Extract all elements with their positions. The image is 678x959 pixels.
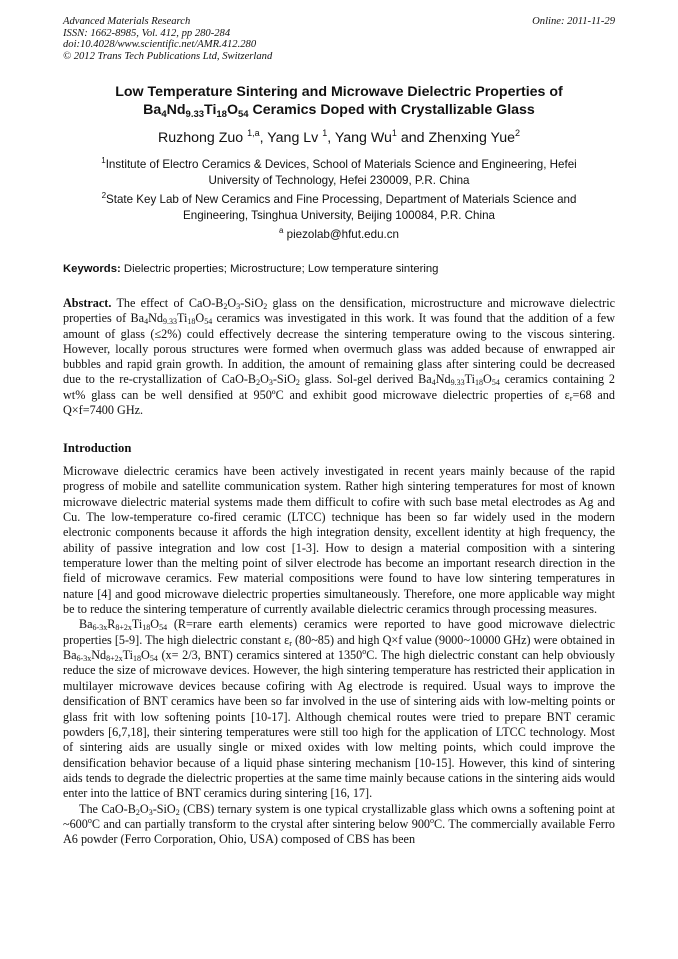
author-name: , Yang Wu (327, 130, 392, 146)
abstract-sub: 4 (144, 317, 149, 327)
paper-title (63, 84, 615, 119)
author-sup: 1,a (247, 128, 260, 138)
title-sub: 54 (238, 108, 249, 120)
affiliation-text: State Key Lab of New Ceramics and Fine Processing, Department of Materials Science and (106, 193, 577, 206)
abstract-text: ceramics was investigated in this work. It was found that the addition of a few amount of glass (≤2%) could effectively decrease the sintering temperature owing to the viscous sintering. However, locally porous structures were formed when overmuch glass was added because of enwrapped air bubbles and rapid grain growth. In addition, the amount of remaining glass after sintering could be decreased due to the re-crystallization of CaO-B (63, 311, 615, 387)
affiliation-2 (63, 192, 615, 223)
abstract-sub: 54 (204, 317, 213, 327)
body-text: O (150, 617, 160, 632)
body-text: C. The high dielectric constant can help obviously reduce the size of microwave devices. However, the high sintering temperature has restricted their application in multilayer microwave devices because cofiring with Ag electrode is required. Usual ways to improve the densification of BNT ceramics have been so far involved in the use of sintering aids with low-melting points or glass frit with low softening points [10-17]. Although chemical routes were tried to prepare BNT ceramic powders [6,7,18], their sintering temperatures were still too high for the application of LTCC technology. Most of sintering aids are usually single or mixed oxides with low melting points, which could improve the densification behavior because of a liquid phase sintering mechanism [10-15]. However, this kind of sintering aids tends to degrade the dielectric properties at the same time mainly because cations in the sintering aids would enter into the lattice of BNT ceramics during sintering [16, 17]. (63, 648, 615, 801)
abstract-sub: 2 (263, 302, 268, 311)
body-text: (80~85) and high Q×f value (9000~10000 GHz) were obtained in Ba (63, 632, 615, 663)
email-address[interactable]: piezolab@hfut.edu.cn (283, 228, 399, 241)
title-nd: Nd (166, 101, 186, 118)
body-sub: 18 (133, 654, 142, 664)
body-sub: r (289, 638, 292, 648)
body-text: The CaO-B (79, 801, 136, 816)
intro-paragraph-2 (63, 617, 615, 801)
body-sub: 2 (175, 807, 180, 817)
abstract-sub: r (569, 393, 573, 403)
abstract-text: =68 and Q×f=7400 GHz. (63, 387, 615, 418)
abstract-sub: 2 (256, 378, 261, 388)
author-name: , Yang Lv (259, 130, 323, 146)
abstract-text: O (227, 296, 237, 310)
body-text: O (141, 648, 150, 663)
body-text: C. The commercially available Ferro A6 powder (Ferro Corporation, Ohio, USA) composed of CBS has been (63, 816, 615, 847)
body-text: Nd (91, 648, 107, 663)
abstract-sub: 9.33 (450, 378, 465, 388)
abstract-text: Nd (435, 372, 451, 387)
abstract-text: Ti (464, 372, 476, 387)
body-sub: 3 (148, 807, 153, 817)
abstract-sub: 3 (268, 378, 273, 388)
abstract-sub: 18 (475, 378, 484, 388)
body-text: R (107, 617, 116, 632)
title-line-2-rest: Ceramics Doped with Crystallizable Glass (248, 101, 535, 118)
title-line-2 (63, 102, 615, 120)
abstract-sub: 3 (236, 302, 241, 311)
affiliation-1-line-2: University of Technology, Hefei 230009, P.R. China (208, 173, 470, 187)
abstract-text: glass on the densification, microstructure and microwave dielectric properties of Ba (63, 296, 615, 326)
title-ba: Ba (143, 101, 162, 118)
title-sub: 4 (161, 108, 167, 120)
body-text: Ti (122, 648, 134, 663)
keywords-label: Keywords: (63, 263, 121, 275)
abstract-text: Nd (148, 311, 163, 326)
title-sub: 18 (216, 108, 227, 120)
intro-paragraph-3 (63, 802, 615, 848)
online-date: Online: 2011-11-29 (532, 16, 615, 27)
title-ti: Ti (204, 101, 217, 118)
corresponding-email (63, 227, 615, 243)
body-sub: 18 (142, 623, 151, 633)
copyright-line: © 2012 Trans Tech Publications Ltd, Switzerland (63, 50, 273, 62)
abstract-text: ceramics containing 2 wt% glass can be well densified at 950ºC and exhibit good microwave dielectric properties of ε (63, 372, 615, 402)
abstract-text: O (260, 372, 269, 387)
abstract-text: O (483, 372, 492, 387)
doi-line: doi:10.4028/www.scientific.net/AMR.412.280 (63, 39, 257, 51)
abstract-sub: 4 (431, 378, 436, 388)
affiliation-sup: 2 (101, 191, 107, 200)
journal-header (63, 16, 272, 62)
abstract-sub: 2 (223, 302, 228, 311)
abstract-text: The effect of CaO-B (111, 296, 224, 310)
abstract-sub: 54 (491, 378, 500, 388)
body-text: (R=rare earth elements) ceramics were reported to have good microwave dielectric properties [5-9]. The high dielectric constant ε (63, 617, 615, 647)
author-list (63, 130, 615, 147)
author-sup: 1 (391, 128, 397, 138)
title-o: O (226, 101, 239, 118)
journal-name: Advanced Materials Research (63, 16, 191, 27)
author-name: Ruzhong Zuo (157, 130, 248, 146)
abstract-sub: 9.33 (162, 317, 177, 327)
body-sub: 54 (159, 623, 168, 633)
affiliation-1 (63, 157, 615, 188)
abstract-text: Ti (176, 311, 188, 326)
keywords-line (63, 262, 615, 277)
body-text: (x= 2/3, BNT) ceramics sintered at 1350 (157, 648, 363, 663)
affiliation-sup: 1 (101, 156, 106, 165)
abstract-text: glass. Sol-gel derived Ba (299, 372, 432, 387)
abstract-text: O (195, 311, 205, 326)
abstract-sub: 2 (295, 378, 300, 388)
abstract-paragraph (63, 296, 615, 418)
online-date-header (532, 16, 615, 28)
abstract-text: -SiO (240, 296, 264, 310)
email-sup: a (278, 226, 284, 235)
affiliation-2-line-2: Engineering, Tsinghua University, Beijing 100084, P.R. China (183, 208, 495, 222)
affiliation-1-line-1 (63, 157, 615, 173)
body-sub: 6-3x (76, 654, 92, 664)
body-sub: 6-3x (92, 623, 108, 633)
body-text: Ti (131, 617, 143, 632)
abstract-sub: 18 (187, 317, 196, 327)
affiliation-2-line-1 (63, 192, 615, 208)
body-sub: 2 (135, 807, 140, 817)
body-text: O (139, 801, 149, 816)
title-sub: 9.33 (185, 108, 205, 120)
section-heading-introduction: Introduction (63, 441, 132, 455)
affiliation-text: Institute of Electro Ceramics & Devices, School of Materials Science and Engineering, Hefei (105, 158, 577, 171)
body-text: (CBS) ternary system is one typical crystallizable glass which owns a softening point at ~600 (63, 801, 615, 831)
author-sup: 2 (515, 128, 521, 138)
body-text: Ba (79, 617, 93, 632)
body-text: -SiO (152, 801, 176, 816)
body-sub: 54 (149, 654, 158, 664)
intro-paragraph-1: Microwave dielectric ceramics have been actively investigated in recent years mainly because of the rapid progress of mobile and satellite communication system. Rather high sintering temperatures for most of known microwave dielectric material systems made them difficult to cofire with such base metal electrodes as Ag and Cu. The low-temperature co-fired ceramic (LTCC) technique has been so far widely used in the modern electronic components because it affords the high integration density, excellent identity at high frequency, the ability of passive integration and low cost [1-3]. How to design a material composition with a sintering temperature lower than the melting point of silver electrode has become an important research direction in the field of microwave ceramics. Few material compositions were found to have low sintering temperatures in nature [4] and good microwave dielectric properties simultaneously. Therefore, one more applicable way might be to reduce the sintering temperature of currently available dielectric ceramics through processing measures. (63, 464, 615, 617)
body-sup: o (87, 815, 92, 825)
body-sub: 8+2x (115, 623, 132, 633)
author-name: and Zhenxing Yue (396, 130, 515, 146)
author-sup: 1 (322, 128, 328, 138)
body-sub: 8+2x (106, 654, 123, 664)
body-sup: o (362, 647, 367, 657)
title-line-1: Low Temperature Sintering and Microwave Dielectric Properties of (115, 84, 563, 100)
abstract-label: Abstract. (63, 296, 112, 310)
introduction-body (63, 464, 615, 848)
issn-line: ISSN: 1662-8985, Vol. 412, pp 280-284 (63, 27, 231, 39)
body-text: C and can partially transform to the crystal after sintering below 900 (91, 816, 431, 831)
abstract-text: -SiO (272, 372, 296, 387)
body-sup: o (430, 815, 435, 825)
keywords-text: Dielectric properties; Microstructure; Low temperature sintering (120, 263, 439, 275)
